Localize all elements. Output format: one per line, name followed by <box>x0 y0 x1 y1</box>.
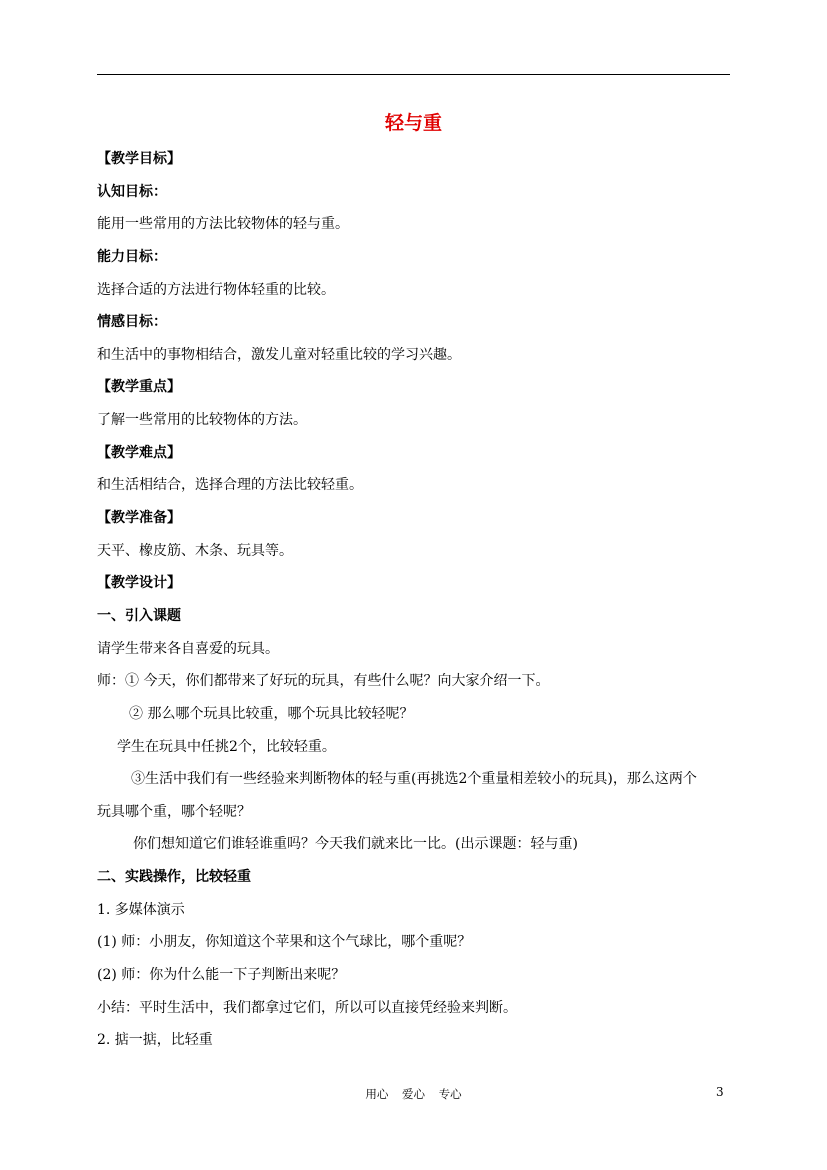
section-heading: 【教学准备】 <box>97 510 181 527</box>
paragraph-line: (2) 师：你为什么能一下子判断出来呢？ <box>97 967 346 984</box>
section-heading: 【教学难点】 <box>97 444 181 461</box>
section-heading: 【教学重点】 <box>97 379 181 396</box>
paragraph-line: 和生活中的事物相结合，激发儿童对轻重比较的学习兴趣。 <box>97 346 461 363</box>
section-heading: 能力目标： <box>97 248 167 265</box>
paragraph-line: 能用一些常用的方法比较物体的轻与重。 <box>97 216 349 233</box>
header-rule <box>97 74 730 75</box>
paragraph-line: 你们想知道它们谁轻谁重吗？今天我们就来比一比。(出示课题：轻与重) <box>133 836 578 853</box>
paragraph-line: 2. 掂一掂，比轻重 <box>97 1032 213 1049</box>
paragraph-line: 了解一些常用的比较物体的方法。 <box>97 412 307 429</box>
paragraph-line: (1) 师：小朋友，你知道这个苹果和这个气球比，哪个重呢？ <box>97 934 472 951</box>
paragraph-line: 师：① 今天，你们都带来了好玩的玩具，有些什么呢？向大家介绍一下。 <box>97 673 550 690</box>
section-heading: 二、实践操作，比较轻重 <box>97 869 251 886</box>
paragraph-line: 天平、橡皮筋、木条、玩具等。 <box>97 542 293 559</box>
paragraph-line: ③生活中我们有一些经验来判断物体的轻与重(再挑选2个重量相差较小的玩具)，那么这两个 <box>131 771 697 788</box>
page-title: 轻与重 <box>384 112 442 134</box>
paragraph-line: 选择合适的方法进行物体轻重的比较。 <box>97 281 335 298</box>
paragraph-line: 小结：平时生活中，我们都拿过它们，所以可以直接凭经验来判断。 <box>97 999 517 1016</box>
document-body <box>97 147 737 1061</box>
paragraph-line: 请学生带来各自喜爱的玩具。 <box>97 640 279 657</box>
paragraph-line: 和生活相结合，选择合理的方法比较轻重。 <box>97 477 363 494</box>
paragraph-line: 玩具哪个重，哪个轻呢？ <box>97 803 251 820</box>
paragraph-line: 学生在玩具中任挑2个，比较轻重。 <box>117 738 336 755</box>
paragraph-line: 1. 多媒体演示 <box>97 901 185 918</box>
section-heading: 认知目标： <box>97 183 167 200</box>
section-heading: 【教学目标】 <box>97 151 181 167</box>
section-heading: 一、引入课题 <box>97 607 181 624</box>
section-heading: 【教学设计】 <box>97 575 181 592</box>
paragraph-line: ② 那么哪个玩具比较重，哪个玩具比较轻呢？ <box>129 705 414 722</box>
footer-motto: 用心 爱心 专心 <box>365 1087 462 1101</box>
section-heading: 情感目标： <box>97 314 167 331</box>
page-number: 3 <box>716 1085 724 1099</box>
